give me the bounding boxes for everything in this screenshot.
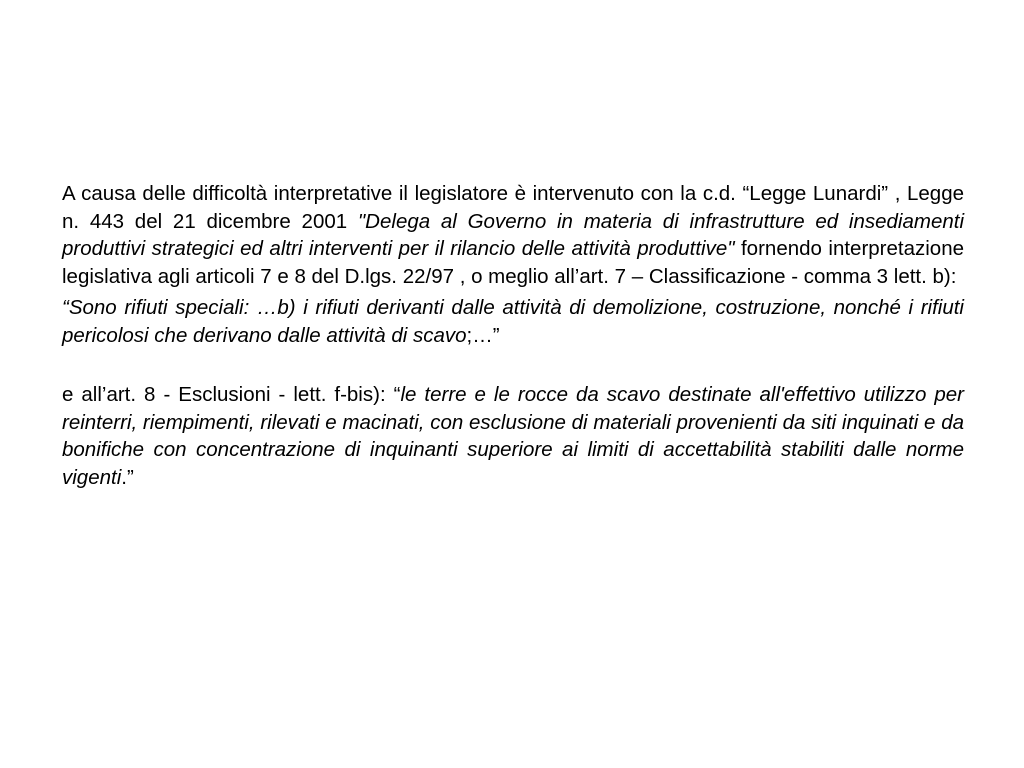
art8-lead-text: e all’art. 8 - Esclusioni - lett. f-bis): “ <box>62 383 401 406</box>
paragraph-intro <box>62 180 964 290</box>
art7-quote-text: “Sono rifiuti speciali: …b) i rifiuti derivanti dalle attività di demolizione, costruzione, nonché i rifiuti pericolosi che derivano dalle attività di scavo <box>62 296 964 347</box>
slide-body <box>62 180 964 491</box>
paragraph-intro-tail: fornendo interpretazione legislativa agli articoli 7 e 8 del D.lgs. 22/97 , o meglio all’art. 7 – Classificazione - comma 3 lett. b): <box>62 237 965 288</box>
paragraph-art8 <box>62 381 964 491</box>
art8-quote-tail: .” <box>121 465 134 489</box>
art8-quote-text: le terre e le rocce da scavo destinate all'effettivo utilizzo per reinterri, riempimenti, rilevati e macinati, con esclusione di materiali provenienti da siti inquinati e da bonifiche con concentrazione di inquinanti superiore ai limiti di accettabilità stabiliti dalle norme vigenti <box>62 383 964 489</box>
paragraph-quote-art7 <box>62 294 964 349</box>
law-title-quote: "Delega al Governo in materia di infrastrutture ed insediamenti produttivi strategici ed altri interventi per il rilancio delle attività produttive" <box>62 209 964 260</box>
paragraph-intro-text: A causa delle difficoltà interpretative il legislatore è intervenuto con la c.d. “Legge Lunardi” , Legge n. 443 del 21 dicembre 2001 <box>62 182 964 233</box>
art7-quote-tail: ;…” <box>466 323 500 347</box>
